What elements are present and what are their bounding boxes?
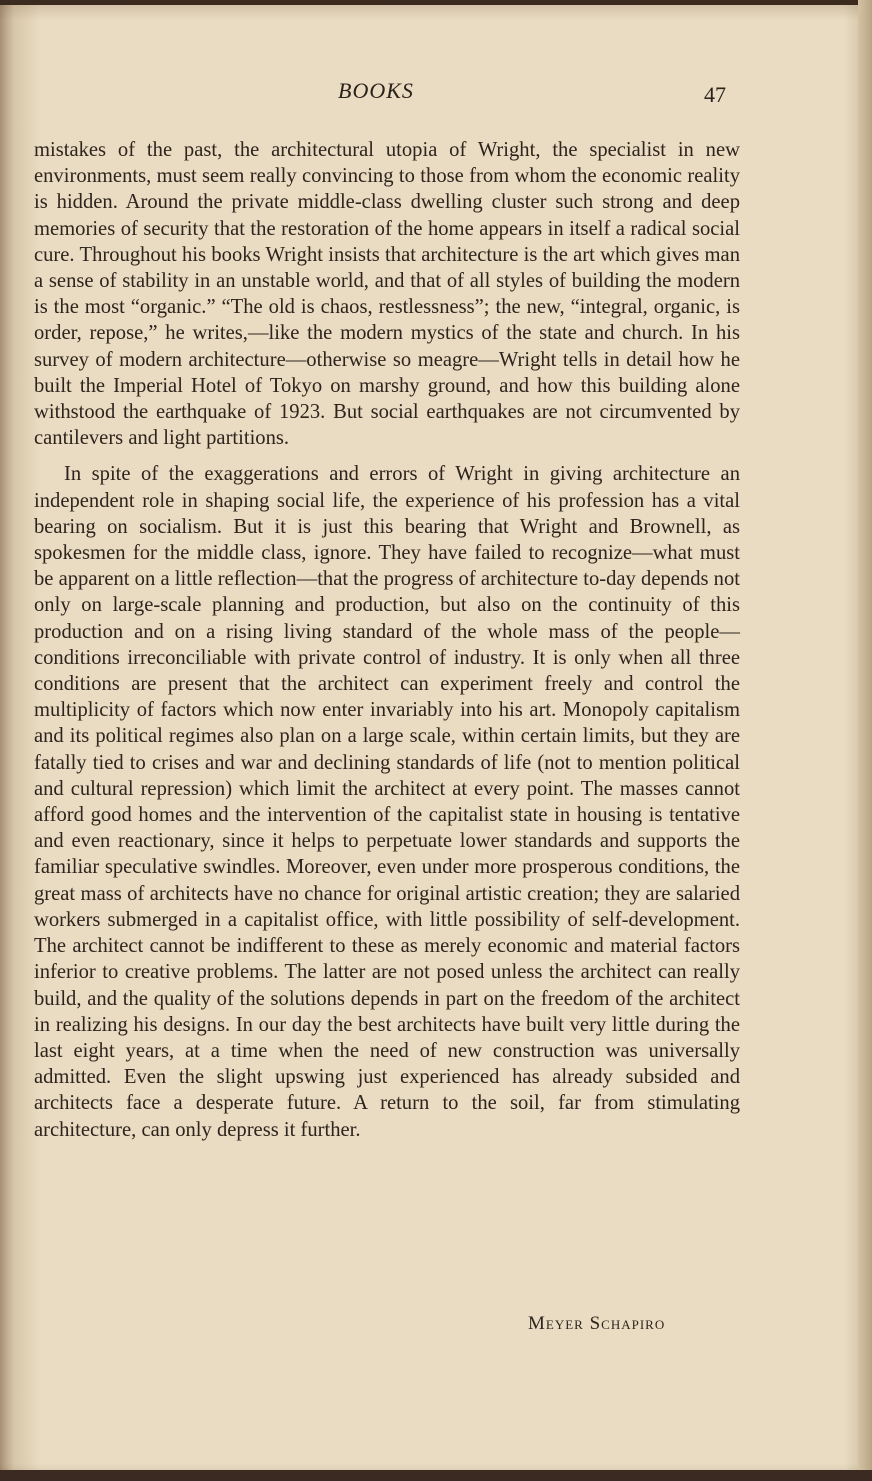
top-edge [0, 0, 872, 5]
paragraph: In spite of the exaggerations and errors of Wright in giving architecture an independent role in shaping social life, the experience of his profession has a vital bearing on socialism. But it is just this bearing that Wright and Brownell, as spokesmen for the middle class, ignore. They have failed to recognize—what must be apparent on a little reflection—that the progress of architecture to-day depends not only on large-scale planning and production, but also on the continuity of this production and on a rising living standard of the whole mass of the people—conditions irreconciliable with private control of industry. It is only when all three conditions are present that the architect can experiment freely and control the multiplicity of factors which now enter invariably into his art. Monopoly capitalism and its political regimes also plan on a large scale, within certain limits, but they are fatally tied to crises and war and declining standards of life (not to mention political and cultural repression) which limit the architect at every point. The masses cannot afford good homes and the intervention of the capitalist state in housing is tentative and even reactionary, since it helps to perpetuate lower standards and supports the familiar speculative swindles. Moreover, even under more prosperous conditions, the great mass of architects have no chance for original artistic creation; they are salaried workers submerged in a capitalist office, with little possibility of self-development. The architect cannot be indifferent to these as merely economic and material factors inferior to creative problems. The latter are not posed unless the architect can really build, and the quality of the solutions depends in part on the freedom of the architect in realizing his designs. In our day the best architects have built very little during the last eight years, at a time when the need of new construction was universally admitted. Even the slight upswing just experienced has already subsided and architects face a desperate future. A return to the soil, far from stimulating architecture, can only depress it further. [34, 463, 740, 1141]
author-signature: Meyer Schapiro [528, 1313, 666, 1334]
bottom-edge [0, 1470, 872, 1481]
page-number: 47 [704, 82, 726, 107]
article-body [34, 137, 740, 1143]
page-header [0, 78, 872, 108]
page-edge [858, 0, 872, 1470]
paragraph: mistakes of the past, the architectural utopia of Wright, the specialist in new environments, must seem really convincing to those from whom the economic reality is hidden. Around the private middle-class dwelling cluster such strong and deep memories of security that the restoration of the home appears in itself a radical social cure. Throughout his books Wright insists that architecture is the art which gives man a sense of stability in an unstable world, and that of all styles of building the modern is the most “organic.” “The old is chaos, restlessness”; the new, “integral, organic, is order, repose,” he writes,—like the modern mystics of the state and church. In his survey of modern architecture—otherwise so meagre—Wright tells in detail how he built the Imperial Hotel of Tokyo on marshy ground, and how this building alone withstood the earthquake of 1923. But social earthquakes are not circumvented by cantilevers and light partitions. [34, 139, 740, 450]
running-head: BOOKS [338, 78, 414, 103]
